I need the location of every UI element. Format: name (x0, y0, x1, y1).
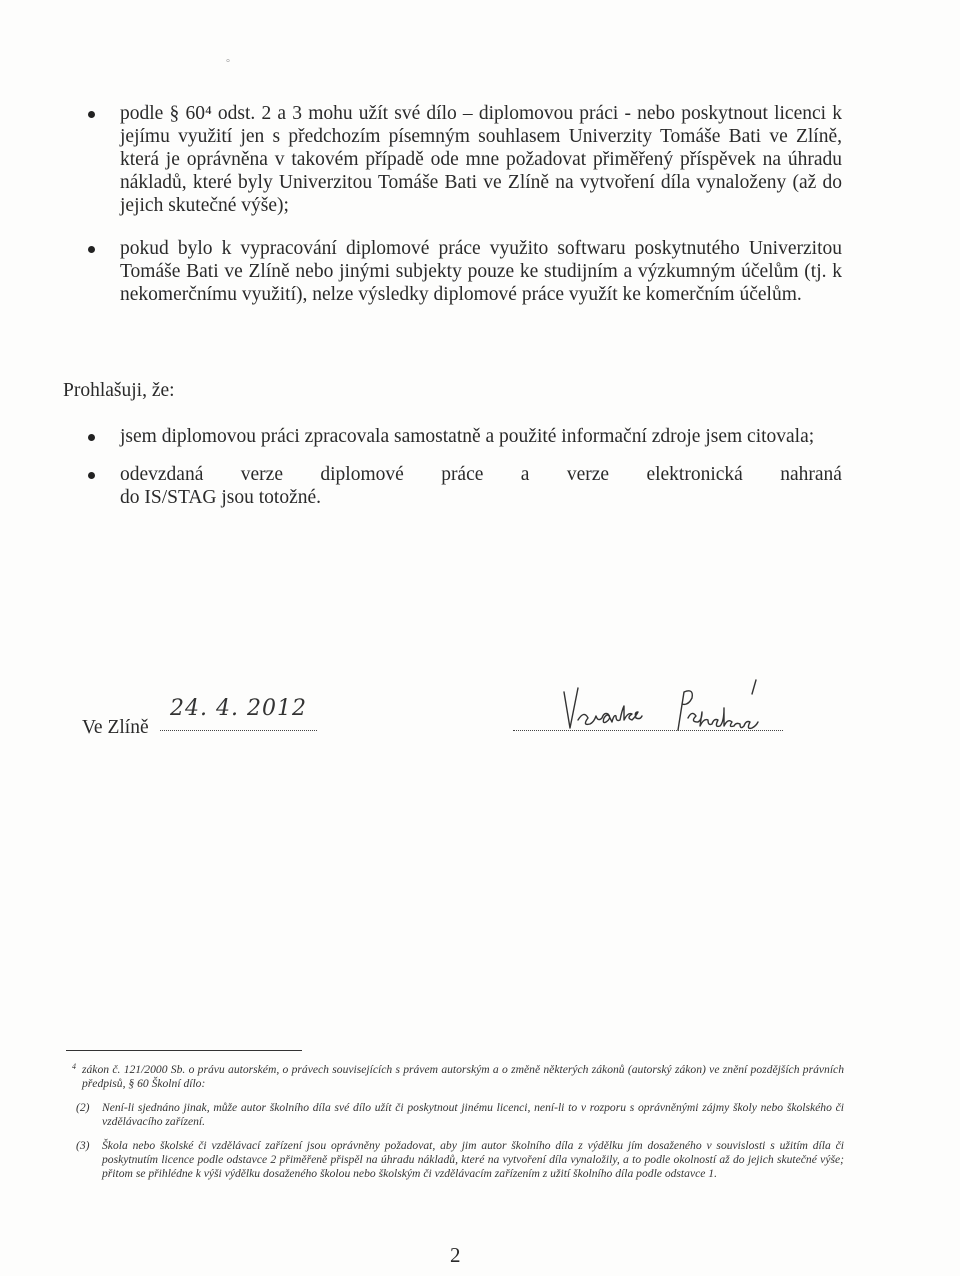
bullet-item-copyright (82, 102, 842, 217)
footnotes (72, 1062, 844, 1191)
bullet-icon (88, 111, 95, 118)
handwritten-date: 24. 4. 2012 (170, 696, 307, 721)
footnote-item-number: (2) (76, 1101, 90, 1114)
bullet-text-line (120, 463, 842, 486)
bullet-list-item (82, 425, 842, 448)
place-label: Ve Zlíně (82, 717, 149, 738)
bullet-icon (88, 434, 95, 441)
date-dotted-line (160, 730, 317, 731)
footnote-marker: 4 (72, 1062, 76, 1071)
word: verze (566, 464, 610, 485)
scan-speck: ° (226, 58, 230, 69)
page-number: 2 (450, 1243, 461, 1267)
word: odevzdaná (120, 464, 204, 485)
word: nahraná (780, 464, 842, 485)
bullet-item-version-identical (82, 463, 842, 509)
word: elektronická (646, 464, 743, 485)
bullet-list-item (82, 237, 842, 306)
bullet-text: jsem diplomovou práci zpracovala samostatně a použité informační zdroje jsem citovala; (120, 426, 815, 447)
footnote-head-text: zákon č. 121/2000 Sb. o právu autorském, o právech souvisejících s právem autorským a o změně některých zákonů (autorský zákon) ve znění pozdějších právních předpisů, § 60 Školní dílo: (82, 1063, 844, 1090)
word: a (520, 464, 530, 485)
footnote-item-text: Škola nebo školské či vzdělávací zařízení jsou oprávněny požadovat, aby jim autor školního díla z výdělku jím dosaženého v souvislosti s užitím díla či poskytnutím licence podle odstavce 2 přiměřeně přispěl na úhradu nákladů, které na vytvoření díla vynaložily, a to podle okolností až do jejich skutečné výše; přitom se přihlédne k výši výdělku dosaženého školou nebo školským či vzdělávacím zařízením z užití školního díla podle odstavce 1. (102, 1139, 844, 1180)
bullet-icon (88, 246, 95, 253)
bullet-list-item (82, 463, 842, 509)
footnote-item-text: Není-li sjednáno jinak, může autor školního díla své dílo užít či poskytnout jinému licenci, není-li to v rozporu s oprávněnými zájmy školy nebo školského či vzdělávacího zařízení. (102, 1101, 844, 1128)
footnote-separator (66, 1050, 302, 1051)
bullet-text-line: do IS/STAG jsou totožné. (120, 487, 322, 508)
word: práce (441, 464, 484, 485)
bullet-icon (88, 472, 95, 479)
declaration-heading: Prohlašuji, že: (63, 380, 175, 401)
footnote-head (72, 1062, 844, 1091)
bullet-text: pokud bylo k vypracování diplomové práce využito softwaru poskytnutého Univerzitou Tomáše Bati ve Zlíně nebo jinými subjekty pouze ke studijním a výzkumným účelům (tj. k nekomerčnímu využití), nelze výsledky diplomové práce využít ke komerčním účelům. (120, 238, 842, 305)
bullet-item-independent-work (82, 425, 842, 448)
footnote-item (76, 1101, 844, 1129)
bullet-text: podle § 60⁴ odst. 2 a 3 mohu užít své dílo – diplomovou práci - nebo poskytnout licenci k jejímu využití jen s předchozím písemným souhlasem Univerzity Tomáše Bati ve Zlíně, která je oprávněna v takovém případě ode mne požadovat přiměřený příspěvek na úhradu nákladů, které byly Univerzitou Tomáše Bati ve Zlíně na vytvoření díla vynaloženy (až do jejich skutečné výše); (120, 103, 842, 216)
word: diplomové (320, 464, 404, 485)
footnote-item-number: (3) (76, 1139, 90, 1152)
bullet-list-item (82, 102, 842, 217)
word: verze (240, 464, 283, 485)
handwritten-signature (560, 670, 780, 740)
bullet-item-software (82, 237, 842, 306)
footnote-item (76, 1139, 844, 1181)
